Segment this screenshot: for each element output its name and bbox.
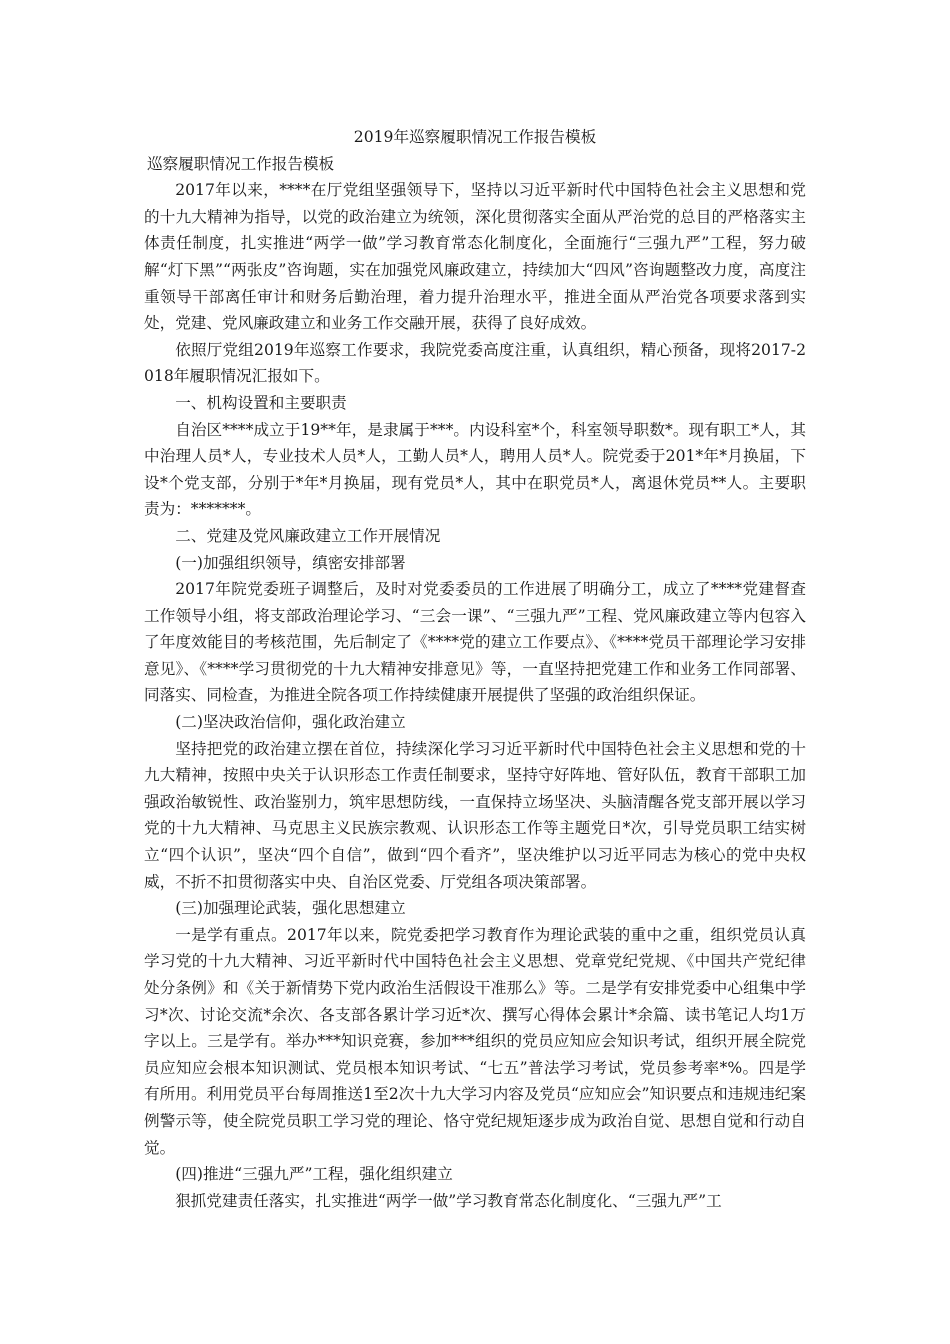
paragraph-report-basis: 依照厅党组2019年巡察工作要求，我院党委高度注重，认真组织，精心预备，现将2017-2018年履职情况汇报如下。: [144, 340, 806, 386]
paragraph-leadership: 2017年院党委班子调整后，及时对党委委员的工作进展了明确分工，成立了****党建督查工作领导小组，将支部政治理论学习、“三会一课”、“三强九严”工程、党风廉政建立等内包容入了年度效能目的考核范围，先后制定了《****党的建立工作要点》、《****党员干部理论学习安排意见》、《****学习贯彻党的十九大精神安排意见》等，一直坚持把党建工作和业务工作同部署、同落实、同检查，为推进全院各项工作持续健康开展提供了坚强的政治组织保证。: [144, 580, 806, 705]
subsection-heading-2: (二)坚决政治信仰，强化政治建立: [175, 713, 406, 732]
paragraph-organization-building: 狠抓党建责任落实，扎实推进“两学一做”学习教育常态化制度化、“三强九严”工: [175, 1191, 722, 1210]
document-title: 2019年巡察履职情况工作报告模板: [353, 128, 597, 146]
paragraph-organization: 自治区****成立于19**年，是隶属于***。内设科室*个，科室领导职数*。现有职工*人，其中治理人员*人，专业技术人员*人，工勤人员*人，聘用人员*人。院党委于201*年*月换届，下设*个党支部，分别于*年*月换届，现有党员*人，其中在职党员*人，离退休党员**人。主要职责为：*******。: [144, 420, 806, 519]
paragraph-intro: 2017年以来，****在厅党组坚强领导下，坚持以习近平新时代中国特色社会主义思想和党的十九大精神为指导，以党的政治建立为统领，深化贯彻落实全面从严治党的总目的严格落实主体责任制度，扎实推进“两学一做”学习教育常态化制度化，全面施行“三强九严”工程，努力破解“灯下黑”“两张皮”咨询题，实在加强党风廉政建立，持续加大“四风”咨询题整改力度，高度注重领导干部离任审计和财务后勤治理，着力提升治理水平，推进全面从严治党各项要求落到实处，党建、党风廉政建立和业务工作交融开展，获得了良好成效。: [144, 181, 806, 333]
subsection-heading-1: (一)加强组织领导，缜密安排部署: [175, 553, 406, 572]
subsection-heading-3: (三)加强理论武装，强化思想建立: [175, 899, 406, 918]
document-subtitle: 巡察履职情况工作报告模板: [147, 154, 335, 173]
subsection-heading-4: (四)推进“三强九严”工程，强化组织建立: [175, 1165, 453, 1184]
section-heading-2: 二、党建及党风廉政建立工作开展情况: [175, 526, 441, 545]
section-heading-1: 一、机构设置和主要职责: [175, 393, 347, 412]
document-page: [144, 124, 806, 1214]
paragraph-theory: 一是学有重点。2017年以来，院党委把学习教育作为理论武装的重中之重，组织党员认真学习党的十九大精神、习近平新时代中国特色社会主义思想、党章党纪党规、《中国共产党纪律处分条例》和《关于新情势下党内政治生活假设干准那么》等。二是学有安排党委中心组集中学习*次、讨论交流*余次、各支部各累计学习近*次、撰写心得体会累计*余篇、读书笔记人均1万字以上。三是学有。举办***知识竞赛，参加***组织的党员应知应会知识考试，组织开展全院党员应知应会根本知识测试、党员根本知识考试、“七五”普法学习考试，党员参考率*%。四是学有所用。利用党员平台每周推送1至2次十九大学习内容及党员“应知应会”知识要点和违规违纪案例警示等，使全院党员职工学习党的理论、恪守党纪规矩逐步成为政治自觉、思想自觉和行动自觉。: [144, 925, 806, 1157]
paragraph-political: 坚持把党的政治建立摆在首位，持续深化学习习近平新时代中国特色社会主义思想和党的十九大精神，按照中央关于认识形态工作责任制要求，坚持守好阵地、管好队伍，教育干部职工加强政治敏锐性、政治鉴别力，筑牢思想防线，一直保持立场坚决、头脑清醒各党支部开展以学习党的十九大精神、马克思主义民族宗教观、认识形态工作等主题党日*次，引导党员职工结实树立“四个认识”，坚决“四个自信”，做到“四个看齐”，坚决维护以习近平同志为核心的党中央权威，不折不扣贯彻落实中央、自治区党委、厅党组各项决策部署。: [144, 739, 806, 891]
